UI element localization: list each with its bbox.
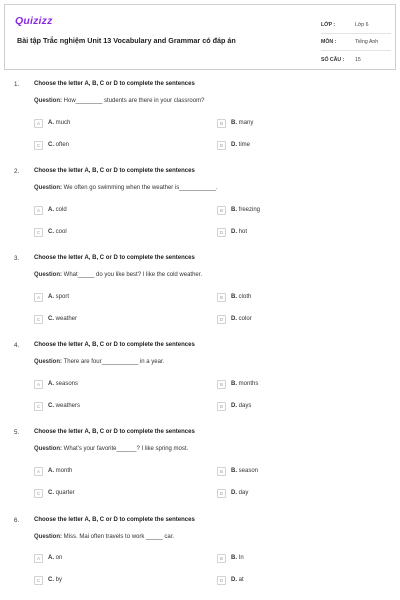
question-sentence: Miss. Mai often travels to work _____ car. [63, 534, 175, 540]
question-text [34, 446, 188, 452]
question-sentence: What's your favorite______? I like spring most. [63, 446, 189, 452]
option-checkbox[interactable]: C [34, 576, 43, 585]
option-checkbox[interactable]: D [217, 489, 226, 498]
option-letter: C. [48, 577, 54, 583]
option-text: color [238, 316, 252, 322]
option-letter: B. [231, 468, 237, 474]
option-text: at [238, 577, 244, 583]
option-d[interactable] [217, 575, 244, 585]
option-checkbox[interactable]: C [34, 315, 43, 324]
question-text [34, 272, 202, 278]
option-letter: A. [48, 468, 54, 474]
option-checkbox[interactable]: D [217, 141, 226, 150]
option-a[interactable] [34, 118, 70, 128]
question-instruction: Choose the letter A, B, C or D to complete the sentences [34, 517, 195, 523]
worksheet-header [4, 4, 396, 70]
option-checkbox[interactable]: C [34, 402, 43, 411]
option-letter: D. [231, 142, 237, 148]
option-letter: B. [231, 207, 237, 213]
option-letter: C. [48, 229, 54, 235]
option-text: days [238, 403, 252, 409]
option-c[interactable] [34, 575, 62, 585]
meta-value: Lớp 6 [355, 22, 369, 28]
question-sentence: How________ students are there in your classroom? [63, 98, 205, 104]
option-text: cool [55, 229, 67, 235]
option-letter: A. [48, 207, 54, 213]
meta-row-question-count [321, 51, 391, 68]
option-c[interactable] [34, 488, 75, 498]
question-text [34, 185, 218, 191]
option-text: day [238, 490, 249, 496]
question-number: 1. [14, 81, 20, 88]
option-letter: C. [48, 142, 54, 148]
option-d[interactable] [217, 140, 250, 150]
option-a[interactable] [34, 292, 69, 302]
option-letter: B. [231, 381, 237, 387]
question-instruction: Choose the letter A, B, C or D to complete the sentences [34, 81, 195, 87]
option-text: cold [55, 207, 67, 213]
option-text: hot [238, 229, 248, 235]
option-d[interactable] [217, 314, 252, 324]
option-a[interactable] [34, 553, 62, 563]
option-c[interactable] [34, 314, 77, 324]
option-checkbox[interactable]: C [34, 141, 43, 150]
question-sentence: We often go swimming when the weather is___________. [63, 185, 218, 191]
option-b[interactable] [217, 292, 251, 302]
option-c[interactable] [34, 227, 67, 237]
option-letter: D. [231, 229, 237, 235]
question-instruction: Choose the letter A, B, C or D to complete the sentences [34, 255, 195, 261]
question-label: Question: [34, 359, 62, 365]
option-letter: B. [231, 120, 237, 126]
option-text: cloth [238, 294, 252, 300]
question-text [34, 98, 204, 104]
option-checkbox[interactable]: D [217, 315, 226, 324]
option-text: weathers [55, 403, 81, 409]
meta-table [321, 17, 391, 68]
option-checkbox[interactable]: D [217, 402, 226, 411]
question-instruction: Choose the letter A, B, C or D to complete the sentences [34, 429, 195, 435]
option-text: seasons [55, 381, 79, 387]
option-text: weather [55, 316, 78, 322]
option-checkbox[interactable]: B [217, 380, 226, 389]
option-checkbox[interactable]: B [217, 206, 226, 215]
option-a[interactable] [34, 379, 78, 389]
option-b[interactable] [217, 379, 258, 389]
meta-label: LỚP : [321, 22, 336, 28]
option-checkbox[interactable]: A [34, 554, 43, 563]
option-letter: B. [231, 294, 237, 300]
option-text: season [238, 468, 259, 474]
option-letter: A. [48, 555, 54, 561]
option-letter: D. [231, 577, 237, 583]
option-b[interactable] [217, 118, 253, 128]
option-checkbox[interactable]: A [34, 119, 43, 128]
worksheet-title: Bài tập Trắc nghiệm Unit 13 Vocabulary and Grammar có đáp án [17, 36, 236, 45]
question-number: 2. [14, 168, 20, 175]
option-a[interactable] [34, 205, 67, 215]
option-checkbox[interactable]: C [34, 228, 43, 237]
question-label: Question: [34, 272, 62, 278]
question-number: 4. [14, 342, 20, 349]
option-text: many [238, 120, 254, 126]
option-text: often [55, 142, 70, 148]
option-text: sport [55, 294, 70, 300]
option-letter: D. [231, 403, 237, 409]
meta-row-subject [321, 34, 391, 51]
option-text: on [55, 555, 63, 561]
option-text: months [238, 381, 259, 387]
option-letter: C. [48, 490, 54, 496]
option-checkbox[interactable]: A [34, 293, 43, 302]
option-text: freezing [238, 207, 261, 213]
option-letter: D. [231, 316, 237, 322]
question-instruction: Choose the letter A, B, C or D to complete the sentences [34, 342, 195, 348]
option-d[interactable] [217, 488, 248, 498]
question-text [34, 359, 164, 365]
question-instruction: Choose the letter A, B, C or D to complete the sentences [34, 168, 195, 174]
question-sentence: What_____ do you like best? I like the cold weather. [63, 272, 203, 278]
meta-value: Tiếng Anh [355, 39, 379, 45]
meta-label: MÔN : [321, 39, 337, 45]
option-text: much [55, 120, 71, 126]
question-text [34, 534, 174, 540]
meta-row-grade [321, 17, 391, 34]
option-letter: C. [48, 403, 54, 409]
option-text: quarter [55, 490, 75, 496]
meta-label: SỐ CÂU : [321, 56, 345, 63]
option-b[interactable] [217, 466, 258, 476]
option-text: time [238, 142, 251, 148]
option-d[interactable] [217, 401, 251, 411]
option-checkbox[interactable]: B [217, 293, 226, 302]
option-d[interactable] [217, 227, 247, 237]
option-letter: A. [48, 120, 54, 126]
option-letter: C. [48, 316, 54, 322]
question-sentence: There are four___________ in a year. [63, 359, 165, 365]
option-checkbox[interactable]: D [217, 576, 226, 585]
option-checkbox[interactable]: C [34, 489, 43, 498]
question-label: Question: [34, 534, 62, 540]
option-text: by [55, 577, 63, 583]
option-b[interactable] [217, 205, 260, 215]
option-checkbox[interactable]: B [217, 467, 226, 476]
question-number: 3. [14, 255, 20, 262]
option-b[interactable] [217, 553, 244, 563]
option-text: In [238, 555, 244, 561]
option-text: month [55, 468, 73, 474]
option-c[interactable] [34, 140, 69, 150]
option-checkbox[interactable]: A [34, 380, 43, 389]
question-number: 5. [14, 429, 20, 436]
meta-value: 15 [355, 56, 361, 63]
option-checkbox[interactable]: D [217, 228, 226, 237]
option-letter: A. [48, 381, 54, 387]
quizizz-logo: Quizizz [15, 15, 53, 27]
option-checkbox[interactable]: B [217, 119, 226, 128]
option-checkbox[interactable]: A [34, 206, 43, 215]
question-number: 6. [14, 517, 20, 524]
option-a[interactable] [34, 466, 72, 476]
option-c[interactable] [34, 401, 80, 411]
question-label: Question: [34, 446, 62, 452]
option-letter: D. [231, 490, 237, 496]
question-label: Question: [34, 185, 62, 191]
option-checkbox[interactable]: A [34, 467, 43, 476]
option-letter: B. [231, 555, 237, 561]
option-letter: A. [48, 294, 54, 300]
question-label: Question: [34, 98, 62, 104]
option-checkbox[interactable]: B [217, 554, 226, 563]
